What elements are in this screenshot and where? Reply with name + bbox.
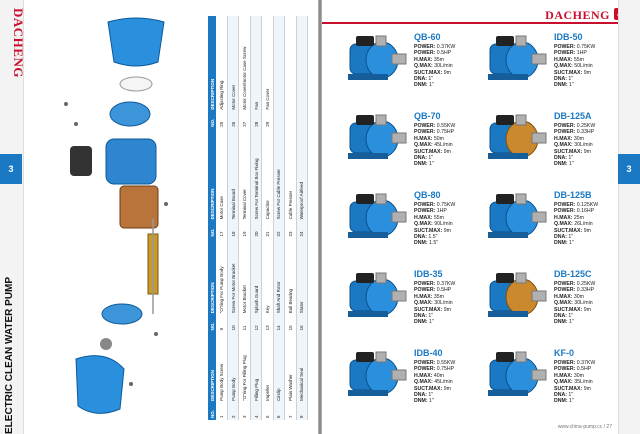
spec-value: 9m: [583, 306, 591, 313]
header-rule: [322, 22, 640, 24]
parts-table-cell: 19: [239, 221, 250, 238]
spec-label: SUCT.MAX:: [554, 148, 583, 155]
col-header: DESCRIPTION: [208, 16, 216, 112]
parts-table-cell: Filling Plug: [250, 332, 261, 403]
spec-value: 9m: [583, 385, 591, 392]
spec-value: 1HP: [436, 208, 447, 215]
section-tab-left: 3: [0, 154, 22, 184]
spec-value: 30m: [573, 293, 584, 300]
product-specs: [414, 111, 482, 168]
spec-label: Q.MAX:: [414, 379, 433, 386]
spec-value: 25m: [573, 214, 584, 221]
parts-table-cell: [296, 112, 307, 129]
spec-label: DNA:: [414, 76, 427, 83]
parts-table-cell: [273, 16, 284, 112]
parts-table-cell: 20: [250, 221, 261, 238]
spec-label: H.MAX:: [414, 56, 433, 63]
product-card: [344, 188, 482, 254]
spec-value: 9m: [583, 69, 591, 76]
spec-value: 90L/min: [434, 221, 453, 228]
motor-bracket-part: [102, 304, 142, 324]
spec-label: DNM:: [414, 161, 428, 168]
spec-value: 0.16HP: [576, 208, 595, 215]
spec-label: Q.MAX:: [554, 379, 573, 386]
spec-value: 1HP: [576, 50, 587, 57]
spec-label: SUCT.MAX:: [554, 69, 583, 76]
product-specs: [554, 111, 622, 168]
spec-value: 9m: [443, 385, 451, 392]
spec-value: 45L/min: [434, 379, 453, 386]
spec-label: DNA:: [414, 234, 427, 241]
parts-table-cell: Stator: [296, 239, 307, 316]
spec-line: [554, 398, 622, 404]
product-specs: [414, 348, 482, 405]
spec-value: 45L/min: [434, 142, 453, 149]
parts-table-cell: Adjusting Ring: [216, 16, 227, 112]
col-header: NO.: [208, 221, 216, 238]
spec-value: 30L/min: [574, 142, 593, 149]
parts-table-cell: Circlip: [273, 332, 284, 403]
spec-label: Q.MAX:: [554, 142, 573, 149]
spec-value: 1": [569, 161, 574, 168]
parts-table-cell: Terminal Cover: [239, 129, 250, 222]
parts-table-cell: 17: [216, 221, 227, 238]
parts-table-cell: Screw For Motor Bracket: [227, 239, 238, 316]
spec-value: 1": [569, 240, 574, 247]
parts-table-cell: 9: [216, 315, 227, 332]
product-card: [484, 188, 622, 254]
product-card: [484, 30, 622, 96]
parts-table-cell: 26: [227, 112, 238, 129]
parts-table-cell: Pump Body: [227, 332, 238, 403]
spec-value: 0.75KW: [436, 202, 456, 208]
parts-table-row: [227, 16, 238, 420]
spec-value: 9m: [443, 306, 451, 313]
spec-value: 0.25KW: [576, 281, 596, 287]
spec-value: 0.5HP: [436, 50, 452, 57]
parts-table-cell: Mechanical Seal: [296, 332, 307, 403]
spec-label: H.MAX:: [554, 214, 573, 221]
spec-value: 9m: [583, 227, 591, 234]
page-title: ELECTRIC CLEAN WATER PUMP: [4, 276, 15, 434]
parts-table-row: [296, 16, 307, 420]
parts-table-row: [262, 16, 273, 420]
parts-table: [208, 16, 308, 420]
product-model: DB-125B: [554, 190, 592, 200]
spec-value: 1": [568, 234, 574, 241]
pump-image-icon: [344, 109, 412, 171]
left-logo: [2, 8, 26, 158]
parts-table-cell: 24: [296, 221, 307, 238]
product-model: DB-125C: [554, 269, 592, 279]
col-header: DESCRIPTION: [208, 239, 216, 316]
spec-label: POWER:: [554, 281, 576, 287]
col-header: NO.: [208, 403, 216, 420]
spec-line: [414, 398, 482, 404]
parts-table-cell: 13: [262, 315, 273, 332]
spec-label: H.MAX:: [414, 293, 433, 300]
right-header: [322, 0, 640, 28]
spec-label: Q.MAX:: [554, 221, 573, 228]
parts-table-cell: 2: [227, 403, 238, 420]
spec-value: 1": [429, 319, 434, 326]
spec-label: DNM:: [554, 319, 568, 326]
product-model: QB-60: [414, 32, 441, 42]
parts-table-cell: 14: [273, 315, 284, 332]
parts-table-row: [273, 16, 284, 420]
parts-table-cell: 27: [239, 112, 250, 129]
spec-value: 9m: [583, 148, 591, 155]
product-card: [344, 346, 482, 412]
spec-value: 55m: [433, 214, 444, 221]
parts-table-cell: 8: [296, 403, 307, 420]
parts-table-cell: Terminal Board: [227, 129, 238, 222]
parts-table-cell: Fan: [250, 16, 261, 112]
parts-table-cell: 3: [239, 403, 250, 420]
spec-label: SUCT.MAX:: [414, 69, 443, 76]
col-header: DESCRIPTION: [208, 332, 216, 403]
parts-table-cell: Fan Cover: [262, 16, 273, 112]
spec-label: POWER:: [554, 208, 576, 215]
spec-label: POWER:: [414, 281, 436, 287]
spec-line: [554, 161, 622, 167]
pump-image-icon: [484, 346, 552, 408]
spec-label: H.MAX:: [554, 372, 573, 379]
spec-line: [414, 161, 482, 167]
exploded-pump-diagram: [36, 14, 206, 430]
spec-value: 0.55KW: [436, 360, 456, 366]
pump-image-icon: [344, 188, 412, 250]
spec-value: 30L/min: [574, 300, 593, 307]
product-card: [344, 30, 482, 96]
spec-value: 1": [428, 392, 434, 399]
spec-label: DNM:: [414, 319, 428, 326]
spec-value: 0.25KW: [576, 123, 596, 129]
spec-label: DNM:: [414, 240, 428, 247]
spec-label: Q.MAX:: [414, 300, 433, 307]
spec-label: POWER:: [554, 44, 576, 50]
spec-value: 1": [429, 82, 434, 89]
spec-label: SUCT.MAX:: [554, 385, 583, 392]
parts-table-cell: 29: [262, 112, 273, 129]
spec-value: 26L/min: [574, 221, 593, 228]
parts-table-cell: Screw For Terminal Box Fixing: [250, 129, 261, 222]
spec-value: 1.5": [428, 234, 438, 241]
fan-part: [120, 77, 152, 91]
pump-image-icon: [344, 30, 412, 92]
spec-value: 9m: [443, 148, 451, 155]
spec-label: DNM:: [554, 398, 568, 405]
spec-label: DNM:: [554, 240, 568, 247]
parts-table-cell: Plain Washer: [285, 332, 296, 403]
product-model: IDB-35: [414, 269, 443, 279]
spec-label: POWER:: [554, 360, 576, 366]
spec-value: 0.75HP: [436, 366, 455, 373]
spec-label: H.MAX:: [414, 372, 433, 379]
product-model: DB-125A: [554, 111, 592, 121]
parts-table-cell: 18: [227, 221, 238, 238]
spec-label: POWER:: [414, 50, 436, 57]
spec-line: [414, 240, 482, 246]
spec-value: 40m: [433, 372, 444, 379]
product-card: [484, 109, 622, 175]
spec-label: POWER:: [554, 129, 576, 136]
parts-table-cell: Waterproof Airfeed: [296, 129, 307, 222]
footer-url: www.china-pump.cc / 27: [557, 424, 612, 430]
spec-value: 1": [429, 398, 434, 405]
spec-line: [554, 82, 622, 88]
spec-value: 1": [568, 76, 574, 83]
parts-table-cell: 22: [273, 221, 284, 238]
product-grid: [344, 30, 620, 425]
col-header: NO.: [208, 315, 216, 332]
product-card: [344, 267, 482, 333]
spec-line: [414, 319, 482, 325]
pump-image-icon: [484, 109, 552, 171]
brand-name-vertical: DACHENG: [11, 8, 26, 78]
parts-table-cell: 10: [227, 315, 238, 332]
parts-table-row: [250, 16, 261, 420]
spec-label: DNM:: [414, 398, 428, 405]
spec-value: 30m: [573, 372, 584, 379]
parts-table-cell: "O"ring For Pump Body: [216, 239, 227, 316]
spec-value: 0.75HP: [436, 129, 455, 136]
parts-table-row: [239, 16, 250, 420]
parts-table-cell: 23: [285, 221, 296, 238]
left-side-strip: [0, 0, 24, 434]
spec-value: 9m: [443, 227, 451, 234]
spec-value: 0.75KW: [576, 44, 596, 50]
spec-label: SUCT.MAX:: [554, 227, 583, 234]
parts-table-cell: 25: [216, 112, 227, 129]
spec-value: 30L/min: [434, 300, 453, 307]
spec-label: SUCT.MAX:: [414, 306, 443, 313]
parts-table-cell: [273, 112, 284, 129]
parts-table-header: [208, 16, 216, 420]
product-card: [484, 267, 622, 333]
product-model: IDB-40: [414, 348, 443, 358]
fan-cover-part: [108, 18, 164, 66]
spec-value: 0.5HP: [576, 366, 592, 373]
spec-value: 0.125KW: [576, 202, 599, 208]
parts-table-cell: 16: [296, 315, 307, 332]
spec-label: DNA:: [414, 392, 427, 399]
spec-label: DNM:: [554, 82, 568, 89]
spec-label: H.MAX:: [554, 135, 573, 142]
spec-label: POWER:: [414, 123, 436, 129]
parts-table-cell: 1: [216, 403, 227, 420]
product-specs: [554, 348, 622, 405]
parts-table-cell: Impeller: [262, 332, 273, 403]
spec-value: 0.37KW: [436, 44, 456, 50]
spec-label: DNA:: [554, 234, 567, 241]
pump-body-part: [76, 356, 124, 414]
spec-value: 0.55KW: [436, 123, 456, 129]
spec-value: 1": [568, 155, 574, 162]
spec-label: DNA:: [414, 155, 427, 162]
spec-label: SUCT.MAX:: [414, 385, 443, 392]
parts-table-cell: Ball Bearing: [285, 239, 296, 316]
parts-table-cell: Motor Case: [216, 129, 227, 222]
col-header: DESCRIPTION: [208, 129, 216, 222]
spec-label: SUCT.MAX:: [414, 227, 443, 234]
brand-name: DACHENG: [545, 8, 610, 22]
parts-table-cell: 21: [262, 221, 273, 238]
spec-line: [554, 319, 622, 325]
col-header: NO.: [208, 112, 216, 129]
parts-table-cell: Splash Guard: [250, 239, 261, 316]
parts-table-cell: 4: [250, 403, 261, 420]
spec-value: 0.37KW: [576, 360, 596, 366]
spec-value: 35L/min: [574, 379, 593, 386]
spec-value: 1": [429, 161, 434, 168]
spec-label: POWER:: [414, 202, 436, 208]
pump-image-icon: [484, 30, 552, 92]
section-tab-right: 3: [618, 154, 640, 184]
spec-label: DNM:: [554, 161, 568, 168]
spec-value: 1": [569, 319, 574, 326]
spec-value: 1": [569, 82, 574, 89]
pump-image-icon: [344, 346, 412, 408]
product-specs: [554, 190, 622, 247]
parts-table-wrap: [208, 16, 308, 420]
spec-label: Q.MAX:: [554, 300, 573, 307]
spec-label: H.MAX:: [414, 214, 433, 221]
left-page: [0, 0, 318, 434]
spec-label: H.MAX:: [554, 293, 573, 300]
parts-table-cell: Screw For Cable Presser: [273, 129, 284, 222]
product-specs: [554, 269, 622, 326]
spec-label: H.MAX:: [554, 56, 573, 63]
spec-label: DNA:: [554, 313, 567, 320]
parts-table-cell: [296, 16, 307, 112]
spec-value: 0.33HP: [576, 287, 595, 294]
parts-table-cell: Pump Body Screw: [216, 332, 227, 403]
spec-value: 50m: [433, 135, 444, 142]
spec-value: 30L/min: [434, 63, 453, 70]
spec-value: 1": [569, 398, 574, 405]
parts-table-cell: Key: [262, 239, 273, 316]
parts-table-cell: "O"ring For Filling Plug: [239, 332, 250, 403]
spec-label: POWER:: [414, 366, 436, 373]
parts-table-cell: [285, 16, 296, 112]
parts-table-cell: 5: [262, 403, 273, 420]
spec-value: 1": [428, 313, 434, 320]
pump-image-icon: [484, 188, 552, 250]
parts-table-cell: 12: [250, 315, 261, 332]
spec-label: DNA:: [554, 392, 567, 399]
spec-label: DNA:: [554, 155, 567, 162]
spec-line: [414, 82, 482, 88]
spec-value: 0.37KW: [436, 281, 456, 287]
spec-value: 55m: [573, 56, 584, 63]
product-model: QB-70: [414, 111, 441, 121]
spec-label: H.MAX:: [414, 135, 433, 142]
spec-value: 1.5": [429, 240, 439, 247]
product-model: KF-0: [554, 348, 574, 358]
spec-label: Q.MAX:: [414, 221, 433, 228]
product-specs: [554, 32, 622, 89]
spec-value: 1": [568, 392, 574, 399]
impeller-part: [100, 338, 112, 350]
parts-table-cell: 11: [239, 315, 250, 332]
product-specs: [414, 32, 482, 89]
parts-table-cell: 6: [273, 403, 284, 420]
spec-value: 0.5HP: [436, 287, 452, 294]
pump-image-icon: [484, 267, 552, 329]
motor-case-part: [106, 139, 156, 184]
parts-table-cell: 15: [285, 315, 296, 332]
product-model: QB-80: [414, 190, 441, 200]
spec-label: POWER:: [554, 366, 576, 373]
spec-label: POWER:: [554, 50, 576, 57]
spec-label: DNA:: [414, 313, 427, 320]
spec-label: SUCT.MAX:: [554, 306, 583, 313]
spec-label: POWER:: [414, 287, 436, 294]
product-card: [484, 346, 622, 412]
spec-label: DNM:: [414, 82, 428, 89]
parts-table-row: [285, 16, 296, 420]
parts-table-cell: 28: [250, 112, 261, 129]
parts-table-row: [216, 16, 227, 420]
product-specs: [414, 269, 482, 326]
spec-value: 1": [568, 313, 574, 320]
parts-table-cell: Shaft And Rotor: [273, 239, 284, 316]
spec-label: POWER:: [414, 129, 436, 136]
spec-value: 1": [428, 155, 434, 162]
product-specs: [414, 190, 482, 247]
product-model: IDB-50: [554, 32, 583, 42]
parts-table-cell: Motor Bracket: [239, 239, 250, 316]
parts-table-cell: Capacitor: [262, 129, 273, 222]
spec-value: 0.33HP: [576, 129, 595, 136]
spec-value: 35m: [433, 56, 444, 63]
spec-label: POWER:: [554, 287, 576, 294]
parts-table-cell: Cable Presser: [285, 129, 296, 222]
spec-value: 50L/min: [574, 63, 593, 70]
capacitor-part: [70, 146, 92, 176]
spec-label: POWER:: [554, 202, 576, 208]
right-page: [322, 0, 640, 434]
spec-label: POWER:: [414, 360, 436, 366]
spec-value: 35m: [433, 293, 444, 300]
spec-value: 30m: [573, 135, 584, 142]
product-card: [344, 109, 482, 175]
spec-label: Q.MAX:: [414, 63, 433, 70]
parts-table-cell: Motor Cover: [227, 16, 238, 112]
spec-label: POWER:: [414, 44, 436, 50]
parts-table-cell: [285, 112, 296, 129]
parts-table-cell: Motor Cover/motor Case Screw: [239, 16, 250, 112]
spec-label: POWER:: [554, 123, 576, 129]
pump-image-icon: [344, 267, 412, 329]
spec-label: Q.MAX:: [554, 63, 573, 70]
spec-label: DNA:: [554, 76, 567, 83]
spec-label: Q.MAX:: [414, 142, 433, 149]
spec-label: POWER:: [414, 208, 436, 215]
spec-label: SUCT.MAX:: [414, 148, 443, 155]
spec-line: [554, 240, 622, 246]
spec-value: 1": [428, 76, 434, 83]
motor-cover-part: [110, 102, 150, 126]
spec-value: 9m: [443, 69, 451, 76]
parts-table-cell: 7: [285, 403, 296, 420]
